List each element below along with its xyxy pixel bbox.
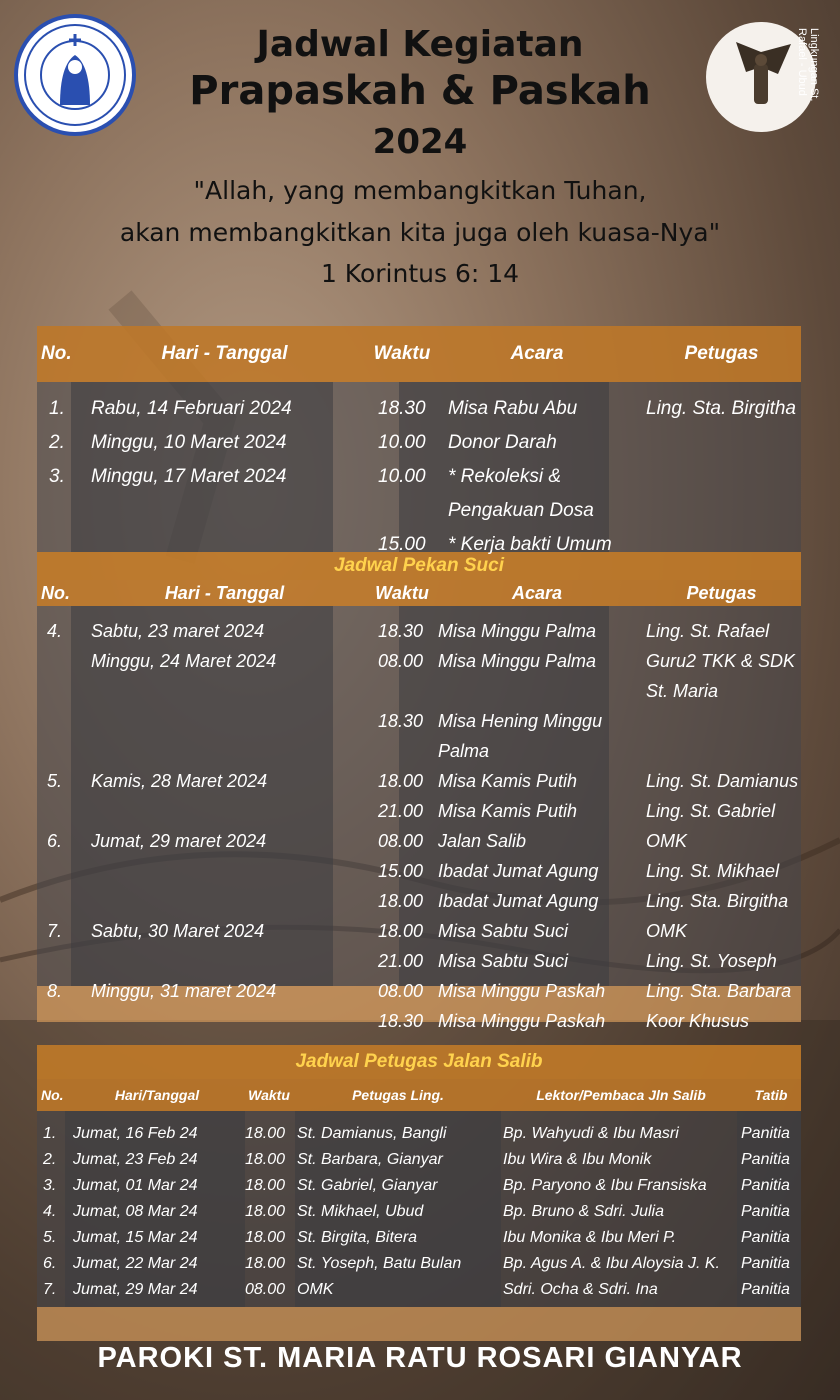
cell-ling: St. Damianus, Bangli bbox=[297, 1125, 447, 1142]
cell-officer: Ling. St. Damianus bbox=[646, 771, 799, 791]
quote-line-1: "Allah, yang membangkitkan Tuhan, bbox=[193, 176, 647, 205]
cell-time: 18.30 bbox=[378, 1011, 424, 1031]
table-row bbox=[37, 528, 801, 562]
cell-lector: Sdri. Ocha & Sdri. Ina bbox=[503, 1281, 658, 1298]
table-row bbox=[37, 916, 801, 946]
cell-officer: OMK bbox=[646, 831, 688, 851]
cell-officer: Ling. Sta. Birgitha bbox=[646, 891, 789, 911]
cell-ling: St. Yoseph, Batu Bulan bbox=[297, 1255, 462, 1272]
cell-date: Minggu, 10 Maret 2024 bbox=[91, 432, 287, 453]
cell-event: Misa Kamis Putih bbox=[438, 801, 578, 821]
cell-officer: Ling. Sta. Barbara bbox=[646, 981, 792, 1001]
cell-lector: Ibu Wira & Ibu Monik bbox=[503, 1151, 652, 1168]
table-row bbox=[37, 1147, 801, 1173]
cell-time: 18.00 bbox=[245, 1203, 286, 1220]
cell-tatib: Panitia bbox=[741, 1151, 790, 1168]
cell-lector: Ibu Monika & Ibu Meri P. bbox=[503, 1229, 677, 1246]
cell-time: 18.00 bbox=[378, 771, 424, 791]
table-row bbox=[37, 886, 801, 916]
jalan-salib-table bbox=[37, 1045, 801, 1341]
table-row bbox=[37, 856, 801, 886]
title-line-1: Jadwal Kegiatan bbox=[256, 24, 584, 65]
pekan-suci-rows bbox=[37, 606, 801, 1031]
cell-no: 4. bbox=[43, 1203, 57, 1220]
table-row bbox=[37, 1251, 801, 1277]
cell-no: 3. bbox=[49, 466, 65, 487]
table-row bbox=[37, 426, 801, 460]
cell-event: Misa Kamis Putih bbox=[438, 771, 578, 791]
cell-time: 08.00 bbox=[378, 651, 424, 671]
cell-date bbox=[77, 706, 372, 766]
js-col-time: Waktu bbox=[248, 1087, 290, 1103]
js-col-no: No. bbox=[41, 1087, 64, 1103]
cell-date: Rabu, 14 Februari 2024 bbox=[91, 398, 292, 419]
title-line-2: Prapaskah & Paskah bbox=[189, 68, 651, 114]
cell-no bbox=[37, 886, 77, 916]
cell-date bbox=[77, 1006, 372, 1036]
cell-date bbox=[77, 886, 372, 916]
cell-time: 15.00 bbox=[378, 534, 426, 555]
cell-tatib: Panitia bbox=[741, 1255, 790, 1272]
cell-time: 18.30 bbox=[378, 711, 424, 731]
quote-line-2: akan membangkitkan kita juga oleh kuasa-Nya" bbox=[119, 218, 721, 247]
cell-tatib: Panitia bbox=[741, 1229, 790, 1246]
cell-event: * Rekoleksi & Pengakuan Dosa bbox=[448, 466, 594, 521]
cell-date: Jumat, 08 Mar 24 bbox=[73, 1203, 198, 1220]
cell-officer bbox=[642, 460, 801, 528]
cell-officer: Ling. St. Gabriel bbox=[646, 801, 776, 821]
cell-officer: Ling. St. Mikhael bbox=[646, 861, 780, 881]
cell-time: 15.00 bbox=[378, 861, 424, 881]
cell-no bbox=[37, 646, 77, 706]
cell-no bbox=[37, 528, 77, 562]
cell-time: 21.00 bbox=[378, 801, 424, 821]
table-row bbox=[37, 606, 801, 646]
cell-date: Sabtu, 30 Maret 2024 bbox=[91, 921, 265, 941]
col-date: Hari - Tanggal bbox=[164, 582, 285, 603]
cell-no: 1. bbox=[49, 398, 65, 419]
cell-officer: Ling. St. Yoseph bbox=[646, 951, 777, 971]
table-row bbox=[37, 766, 801, 796]
cell-tatib: Panitia bbox=[741, 1281, 790, 1298]
cell-time: 18.00 bbox=[378, 921, 424, 941]
table-row bbox=[37, 796, 801, 826]
cell-tatib: Panitia bbox=[741, 1125, 790, 1142]
cell-officer bbox=[642, 528, 801, 562]
pekan-suci-header bbox=[37, 580, 801, 606]
cell-date: Minggu, 24 Maret 2024 bbox=[91, 651, 277, 671]
cell-time: 10.00 bbox=[378, 466, 426, 487]
cell-time: 08.00 bbox=[378, 831, 424, 851]
cell-date: Jumat, 01 Mar 24 bbox=[73, 1177, 198, 1194]
cell-time: 18.30 bbox=[378, 621, 424, 641]
cell-date: Jumat, 15 Mar 24 bbox=[73, 1229, 198, 1246]
cell-date bbox=[77, 856, 372, 886]
jalan-salib-footer-band bbox=[37, 1307, 801, 1341]
table-row bbox=[37, 1199, 801, 1225]
cell-time: 18.00 bbox=[378, 891, 424, 911]
cell-date bbox=[77, 946, 372, 976]
cell-officer bbox=[642, 706, 801, 766]
table-row bbox=[37, 382, 801, 426]
cell-time: 18.00 bbox=[245, 1177, 286, 1194]
cell-time: 18.00 bbox=[245, 1125, 286, 1142]
js-col-date: Hari/Tanggal bbox=[114, 1087, 200, 1103]
cell-event: Jalan Salib bbox=[438, 831, 527, 851]
cell-no: 2. bbox=[49, 432, 65, 453]
cell-date: Minggu, 17 Maret 2024 bbox=[91, 466, 287, 487]
cell-date: Jumat, 23 Feb 24 bbox=[73, 1151, 198, 1168]
col-no: No. bbox=[41, 343, 72, 364]
js-col-tatib: Tatib bbox=[754, 1087, 788, 1103]
cell-date: Sabtu, 23 maret 2024 bbox=[91, 621, 265, 641]
cell-ling: St. Birgita, Bitera bbox=[297, 1229, 418, 1246]
js-col-lector: Lektor/Pembaca Jln Salib bbox=[536, 1087, 706, 1103]
cell-ling: St. Gabriel, Gianyar bbox=[297, 1177, 438, 1194]
jalan-salib-header bbox=[37, 1079, 801, 1111]
cell-no bbox=[37, 946, 77, 976]
cell-event: Misa Minggu Paskah bbox=[438, 1011, 606, 1031]
cell-date bbox=[77, 528, 372, 562]
title-year: 2024 bbox=[372, 122, 468, 162]
cell-event: Misa Minggu Palma bbox=[438, 621, 597, 641]
table-row bbox=[37, 1006, 801, 1036]
lingkungan-logo-text: Lingkungan St. Rafael - Ubud bbox=[796, 28, 820, 102]
cell-date: Jumat, 22 Mar 24 bbox=[73, 1255, 198, 1272]
table-row bbox=[37, 460, 801, 528]
cell-no bbox=[37, 796, 77, 826]
cell-date: Jumat, 29 maret 2024 bbox=[91, 831, 267, 851]
col-officer: Petugas bbox=[684, 343, 759, 364]
prapaskah-rows bbox=[37, 382, 801, 555]
cell-time: 18.30 bbox=[378, 398, 426, 419]
cell-officer: Koor Khusus bbox=[646, 1011, 750, 1031]
cell-no: 7. bbox=[43, 1281, 57, 1298]
cell-lector: Bp. Paryono & Ibu Fransiska bbox=[503, 1177, 707, 1194]
cell-no: 5. bbox=[47, 771, 63, 791]
table-row bbox=[37, 706, 801, 766]
table-row bbox=[37, 1225, 801, 1251]
table-row bbox=[37, 646, 801, 706]
table-row bbox=[37, 976, 801, 1006]
cell-lector: Bp. Bruno & Sdri. Julia bbox=[503, 1203, 664, 1220]
cell-no: 6. bbox=[43, 1255, 57, 1272]
cell-ling: St. Mikhael, Ubud bbox=[297, 1203, 424, 1220]
cell-event: * Kerja bakti Umum bbox=[448, 534, 612, 555]
cell-date: Minggu, 31 maret 2024 bbox=[91, 981, 277, 1001]
cell-event: Misa Sabtu Suci bbox=[438, 921, 569, 941]
cell-time: 08.00 bbox=[378, 981, 424, 1001]
cell-officer bbox=[642, 426, 801, 460]
cell-no: 5. bbox=[43, 1229, 57, 1246]
cell-event: Misa Rabu Abu bbox=[448, 398, 578, 419]
cell-officer: Ling. St. Rafael bbox=[646, 621, 770, 641]
col-time: Waktu bbox=[375, 582, 429, 603]
page-header bbox=[0, 22, 840, 292]
cell-event: Misa Minggu Paskah bbox=[438, 981, 606, 1001]
table-row bbox=[37, 1111, 801, 1147]
cell-no: 8. bbox=[47, 981, 63, 1001]
cell-date: Kamis, 28 Maret 2024 bbox=[91, 771, 268, 791]
schedule-table-header bbox=[37, 326, 801, 382]
cell-no: 6. bbox=[47, 831, 63, 851]
cell-officer: Ling. Sta. Birgitha bbox=[646, 398, 796, 419]
cell-no: 3. bbox=[43, 1177, 57, 1194]
cell-no bbox=[37, 856, 77, 886]
col-event: Acara bbox=[511, 582, 563, 603]
cell-no: 4. bbox=[47, 621, 63, 641]
schedule-table bbox=[37, 326, 801, 1031]
col-officer: Petugas bbox=[686, 582, 757, 603]
cell-tatib: Panitia bbox=[741, 1177, 790, 1194]
cell-tatib: Panitia bbox=[741, 1203, 790, 1220]
table-row bbox=[37, 946, 801, 976]
cell-date: Jumat, 29 Mar 24 bbox=[73, 1281, 198, 1298]
cell-date bbox=[77, 796, 372, 826]
cell-event: Ibadat Jumat Agung bbox=[438, 891, 599, 911]
table-row bbox=[37, 1173, 801, 1199]
cell-no: 7. bbox=[47, 921, 63, 941]
cell-no bbox=[37, 706, 77, 766]
table-row bbox=[37, 1277, 801, 1303]
cell-no: 1. bbox=[43, 1125, 57, 1142]
bible-verse: 1 Korintus 6: 14 bbox=[320, 259, 520, 288]
cell-ling: St. Barbara, Gianyar bbox=[297, 1151, 443, 1168]
jalan-salib-title: Jadwal Petugas Jalan Salib bbox=[37, 1045, 801, 1079]
cell-event: Misa Hening Minggu Palma bbox=[438, 711, 603, 761]
cell-time: 21.00 bbox=[378, 951, 424, 971]
jalan-salib-rows bbox=[37, 1111, 801, 1307]
cell-time: 18.00 bbox=[245, 1255, 286, 1272]
cell-time: 18.00 bbox=[245, 1151, 286, 1168]
cell-ling: OMK bbox=[297, 1281, 334, 1298]
cell-event: Misa Sabtu Suci bbox=[438, 951, 569, 971]
cell-time: 10.00 bbox=[378, 432, 426, 453]
js-col-ling: Petugas Ling. bbox=[352, 1087, 444, 1103]
pekan-suci-title: Jadwal Pekan Suci bbox=[37, 552, 801, 580]
cell-lector: Bp. Wahyudi & Ibu Masri bbox=[503, 1125, 679, 1142]
col-event: Acara bbox=[510, 343, 564, 364]
cell-no: 2. bbox=[43, 1151, 57, 1168]
cell-lector: Bp. Agus A. & Ibu Aloysia J. K. bbox=[503, 1255, 720, 1272]
cell-officer: OMK bbox=[646, 921, 688, 941]
cell-no bbox=[37, 1006, 77, 1036]
col-time: Waktu bbox=[373, 343, 431, 364]
cell-event: Misa Minggu Palma bbox=[438, 651, 597, 671]
cell-officer: Guru2 TKK & SDK St. Maria bbox=[646, 651, 796, 701]
cell-time: 18.00 bbox=[245, 1229, 286, 1246]
cell-date: Jumat, 16 Feb 24 bbox=[73, 1125, 198, 1142]
table-row bbox=[37, 826, 801, 856]
cell-time: 08.00 bbox=[245, 1281, 286, 1298]
col-date: Hari - Tanggal bbox=[161, 343, 288, 364]
parish-footer: PAROKI ST. MARIA RATU ROSARI GIANYAR bbox=[97, 1342, 743, 1374]
cell-event: Donor Darah bbox=[448, 432, 557, 453]
col-no: No. bbox=[41, 582, 70, 603]
cell-event: Ibadat Jumat Agung bbox=[438, 861, 599, 881]
